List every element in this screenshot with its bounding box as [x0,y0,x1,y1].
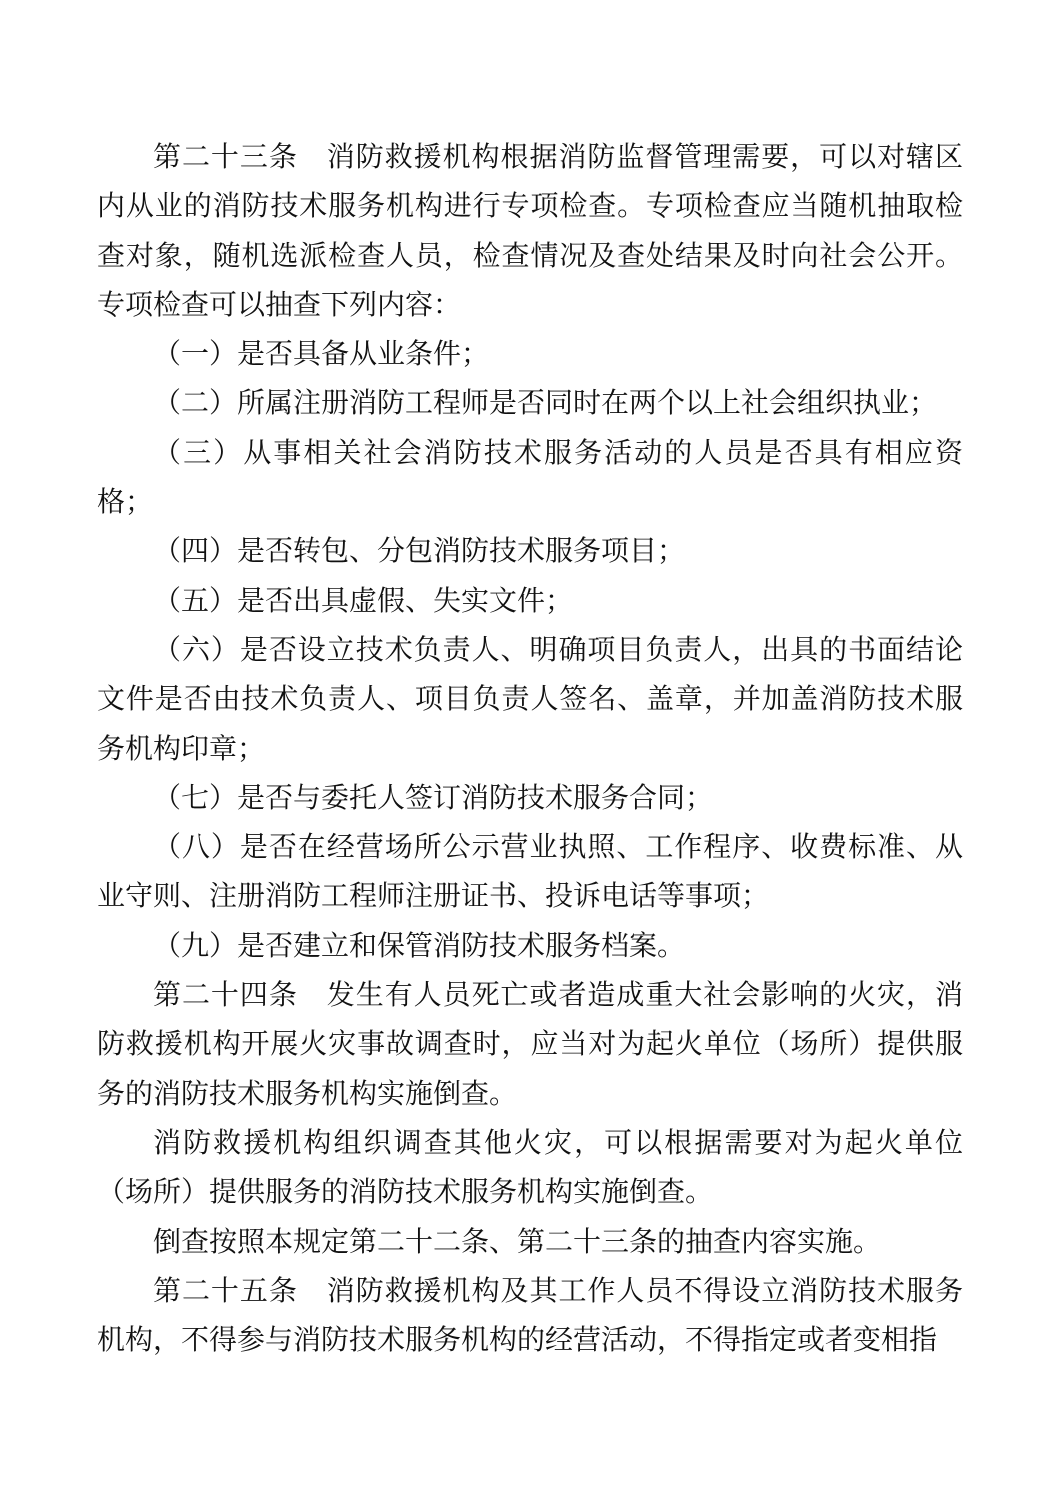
article-23-item-7: （七）是否与委托人签订消防技术服务合同； [153,780,714,814]
article-25-text: 消防救援机构及其工作人员不得设立消防技术服务机构，不得参与消防技术服务机构的经营活动，不得指定或者变相指 [97,1273,963,1357]
article-23-text: 消防救援机构根据消防监督管理需要，可以对辖区内从业的消防技术服务机构进行专项检查。专项检查应当随机抽取检查对象，随机选派检查人员，检查情况及查处结果及时向社会公开。专项检查可以抽查下列内容： [97,140,963,321]
article-24-text: 发生有人员死亡或者造成重大社会影响的火灾，消防救援机构开展火灾事故调查时，应当对为起火单位（场所）提供服务的消防技术服务机构实施倒查。 [97,978,963,1110]
article-24-heading: 第二十四条 [153,978,298,1012]
article-23-item-6: （六）是否设立技术负责人、明确项目负责人，出具的书面结论文件是否由技术负责人、项目负责人签名、盖章，并加盖消防技术服务机构印章； [97,632,963,765]
article-23-item-9: （九）是否建立和保管消防技术服务档案。 [153,928,686,962]
article-24-second-paragraph: 消防救援机构组织调查其他火灾，可以根据需要对为起火单位（场所）提供服务的消防技术服务机构实施倒查。 [97,1125,963,1209]
article-24-third-paragraph: 倒查按照本规定第二十二条、第二十三条的抽查内容实施。 [153,1224,882,1258]
article-25-heading: 第二十五条 [153,1273,298,1307]
article-23-item-2: （二）所属注册消防工程师是否同时在两个以上社会组织执业； [153,386,938,420]
article-23-item-3: （三）从事相关社会消防技术服务活动的人员是否具有相应资格； [97,435,963,519]
article-23-item-5: （五）是否出具虚假、失实文件； [153,583,574,617]
article-25-paragraph [97,1266,963,1365]
article-23-item-1: （一）是否具备从业条件； [153,337,490,371]
document-body [97,132,963,1364]
article-23-heading: 第二十三条 [153,140,298,173]
article-23-paragraph [97,132,963,329]
article-23-item-4: （四）是否转包、分包消防技术服务项目； [153,534,686,568]
article-24-paragraph [97,970,963,1118]
article-23-item-8: （八）是否在经营场所公示营业执照、工作程序、收费标准、从业守则、注册消防工程师注册证书、投诉电话等事项； [97,830,963,913]
